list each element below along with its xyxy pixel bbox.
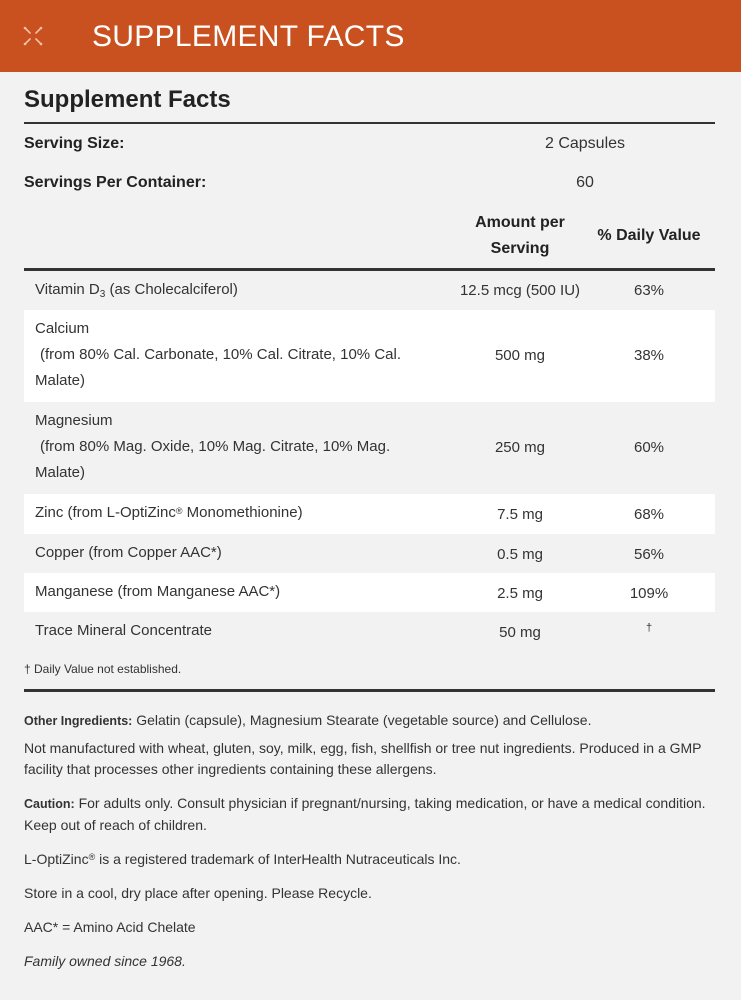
divider-thick <box>24 689 715 692</box>
amount-header <box>444 210 596 262</box>
nutrient-name <box>35 277 435 305</box>
nutrient-name: Copper (from Copper AAC*) <box>35 544 222 561</box>
daily-value: 38% <box>633 347 665 364</box>
nutrient-detail: (from 80% Cal. Carbonate, 10% Cal. Citrate, 10% Cal. <box>40 346 401 363</box>
amount-header-line1: Amount per <box>475 214 565 231</box>
servings-label: Servings Per Container: <box>24 174 207 191</box>
section-title: SUPPLEMENT FACTS <box>92 20 405 53</box>
other-ingredients-label: Other Ingredients: <box>24 714 133 728</box>
trademark-statement <box>24 849 715 870</box>
serving-size-label: Serving Size: <box>24 135 125 152</box>
table-row <box>24 402 715 494</box>
amount-header-line2: Serving <box>490 240 550 257</box>
nutrient-detail-cont: Malate) <box>35 372 86 389</box>
amount: 500 mg <box>494 347 546 364</box>
nutrient-name-text: Magnesium <box>35 412 113 429</box>
table-row <box>24 310 715 402</box>
table-row <box>24 612 715 651</box>
divider <box>24 122 715 124</box>
caution-label: Caution: <box>24 797 75 811</box>
nutrient-name: Manganese (from Manganese AAC*) <box>35 583 281 600</box>
trademark-rest: is a registered trademark of InterHealth Nutraceuticals Inc. <box>95 851 461 867</box>
amount: 2.5 mg <box>497 585 543 602</box>
table-row <box>24 494 715 534</box>
servings-value: 60 <box>576 174 594 191</box>
daily-value: 56% <box>633 546 665 563</box>
nutrient-name-text: Vitamin D <box>35 281 100 298</box>
registered-mark: ® <box>175 506 183 516</box>
amount: 12.5 mcg (500 IU) <box>459 282 581 299</box>
nutrient-detail-cont: Malate) <box>35 464 86 481</box>
other-ingredients <box>24 710 715 732</box>
daily-value: 109% <box>629 585 669 602</box>
daily-value: 63% <box>633 282 665 299</box>
product-notes <box>24 710 715 972</box>
table-row <box>24 534 715 573</box>
allergen-statement: Not manufactured with wheat, gluten, soy, milk, egg, fish, shellfish or tree nut ingredients. Produced in a GMP facility that processes other ingredients containing these allergens. <box>24 740 702 777</box>
nutrient-name-rest: (as Cholecalciferol) <box>105 281 238 298</box>
nutrient-name-rest: Monomethionine) <box>182 504 303 521</box>
nutrient-name-text: Zinc (from L-OptiZinc <box>35 504 176 521</box>
amount: 250 mg <box>494 439 546 456</box>
trademark-name: L-OptiZinc <box>24 851 89 867</box>
section-header[interactable] <box>0 0 741 72</box>
daily-value-footnote: † Daily Value not established. <box>24 662 182 676</box>
amount: 50 mg <box>499 624 541 641</box>
amount: 7.5 mg <box>497 506 543 523</box>
table-row <box>24 573 715 612</box>
serving-size-value: 2 Capsules <box>544 135 626 152</box>
nutrient-name <box>35 500 435 526</box>
daily-value: 68% <box>633 506 665 523</box>
family-owned-note: Family owned since 1968. <box>24 953 186 969</box>
daily-value-header: % Daily Value <box>597 227 701 244</box>
nutrient-detail: (from 80% Mag. Oxide, 10% Mag. Citrate, 10% Mag. <box>40 438 391 455</box>
caution-text: For adults only. Consult physician if pregnant/nursing, taking medication, or have a medical condition. Keep out of reach of children. <box>24 795 706 833</box>
caution <box>24 793 715 836</box>
other-ingredients-text: Gelatin (capsule), Magnesium Stearate (vegetable source) and Cellulose. <box>132 712 592 728</box>
aac-definition: AAC* = Amino Acid Chelate <box>24 919 196 935</box>
nutrient-name <box>35 316 435 394</box>
subscript: 3 <box>99 289 106 300</box>
nutrient-name <box>35 408 435 486</box>
amount: 0.5 mg <box>497 546 543 563</box>
table-row <box>24 271 715 310</box>
daily-value: † <box>645 622 653 634</box>
nutrient-name: Trace Mineral Concentrate <box>35 622 213 639</box>
registered-mark: ® <box>88 852 96 862</box>
nutrient-name-text: Calcium <box>35 320 90 337</box>
facts-title: Supplement Facts <box>24 86 231 113</box>
storage-instructions: Store in a cool, dry place after opening. Please Recycle. <box>24 885 372 901</box>
daily-value: 60% <box>633 439 665 456</box>
collapse-icon[interactable] <box>22 25 44 47</box>
